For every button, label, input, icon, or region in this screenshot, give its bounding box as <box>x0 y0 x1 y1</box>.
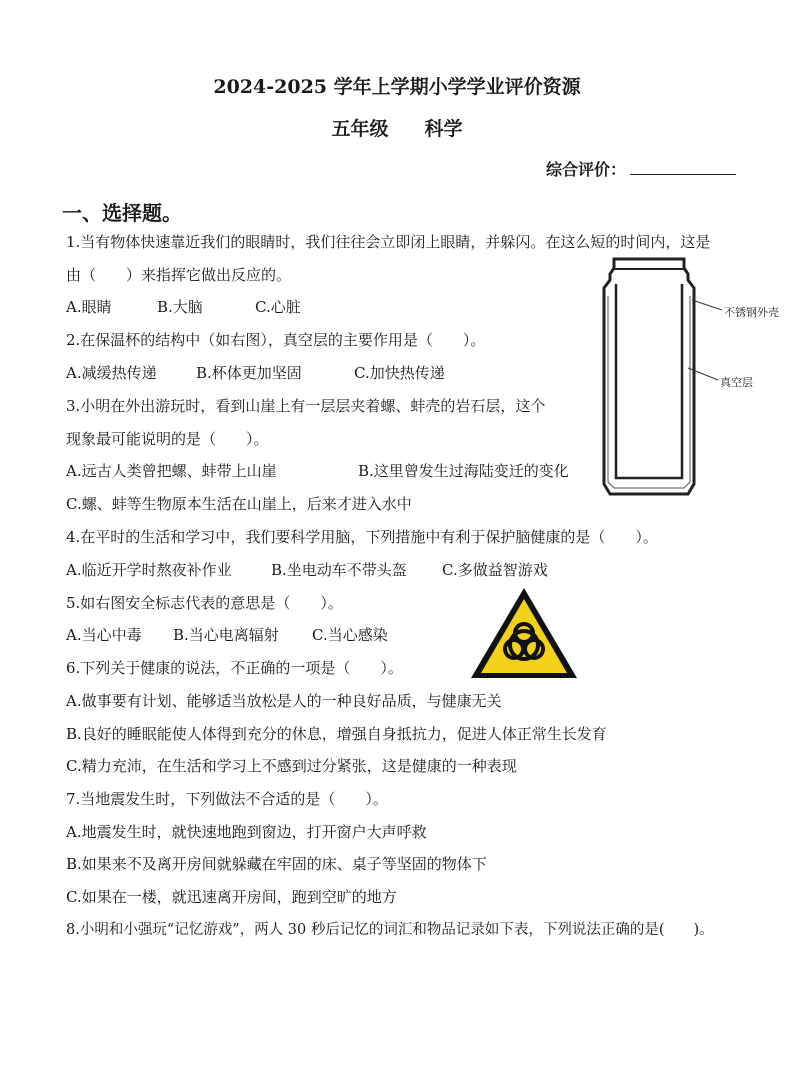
subject-label: 科学 <box>424 118 463 140</box>
option-c: C.加快热传递 <box>354 364 445 382</box>
option-a: A.减缓热传递 <box>66 364 157 382</box>
option-c: C.精力充沛，在生活和学习上不感到过分紧张，这是健康的一种表现 <box>66 757 517 775</box>
option-c: C.螺、蚌等生物原本生活在山崖上，后来才进入水中 <box>66 495 412 513</box>
option-b: B.当心电离辐射 <box>173 626 279 644</box>
option-a: A.临近开学时熬夜补作业 <box>66 561 232 579</box>
score-field <box>546 157 736 180</box>
option-a: A.眼睛 <box>66 298 112 316</box>
question-3-line-1: 3.小明在外出游玩时，看到山崖上有一层层夹着螺、蚌壳的岩石层，这个 <box>66 397 546 415</box>
option-a: A.当心中毒 <box>66 626 142 644</box>
question-1-line-1: 1.当有物体快速靠近我们的眼睛时，我们往往会立即闭上眼睛，并躲闪。在这么短的时间内，这是 <box>66 233 711 251</box>
outer-label-leader <box>692 300 722 310</box>
outer-shell-shape <box>604 259 694 494</box>
inner-wall-shape <box>616 284 682 478</box>
question-3-options-row-1 <box>66 461 569 481</box>
option-c: C.如果在一楼，就迅速离开房间，跑到空旷的地方 <box>66 888 397 906</box>
vacuum-layer-shape <box>608 296 690 488</box>
option-b: B.如果来不及离开房间就躲藏在牢固的床、桌子等坚固的物体下 <box>66 855 487 873</box>
option-b: B.杯体更加坚固 <box>196 364 302 382</box>
option-c: C.多做益智游戏 <box>442 561 548 579</box>
question-5-stem: 5.如右图安全标志代表的意思是（ ）。 <box>66 594 343 612</box>
score-blank <box>630 160 736 175</box>
option-b: B.良好的睡眠能使人体得到充分的休息，增强自身抵抗力，促进人体正常生长发育 <box>66 725 607 743</box>
question-4-options <box>66 560 548 580</box>
option-a: A.地震发生时，就快速地跑到窗边，打开窗户大声呼救 <box>66 823 427 841</box>
option-a: A.做事要有计划、能够适当放松是人的一种良好品质，与健康无关 <box>66 692 502 710</box>
question-2-stem: 2.在保温杯的结构中（如右图），真空层的主要作用是（ ）。 <box>66 331 486 349</box>
thermos-vacuum-label: 真空层 <box>720 376 753 389</box>
question-1-line-2: 由（ ）来指挥它做出反应的。 <box>66 266 292 284</box>
option-b: B.大脑 <box>157 298 203 316</box>
question-2-options <box>66 363 445 383</box>
section-title: 一、选择题。 <box>62 201 182 225</box>
option-b: B.这里曾发生过海陆变迁的变化 <box>358 462 569 480</box>
page-title: 2024-2025 学年上学期小学学业评价资源 <box>213 76 581 98</box>
option-c: C.当心感染 <box>312 626 388 644</box>
question-1-options <box>66 297 301 317</box>
biohazard-center <box>521 640 527 646</box>
option-b: B.坐电动车不带头盔 <box>271 561 407 579</box>
thermos-outer-label: 不锈钢外壳 <box>724 306 779 319</box>
question-4-stem: 4.在平时的生活和学习中，我们要科学用脑，下列措施中有利于保护脑健康的是（ ）。 <box>66 528 658 546</box>
question-7-stem: 7.当地震发生时，下列做法不合适的是（ ）。 <box>66 790 388 808</box>
score-label: 综合评价： <box>546 160 627 179</box>
question-3-line-2: 现象最可能说明的是（ ）。 <box>66 430 269 448</box>
grade-label: 五年级 <box>331 118 389 140</box>
sign-fill-shape <box>481 599 567 673</box>
question-6-stem: 6.下列关于健康的说法，不正确的一项是（ ）。 <box>66 659 403 677</box>
option-c: C.心脏 <box>255 298 301 316</box>
thermos-diagram <box>596 256 792 498</box>
biohazard-sign-icon <box>468 585 580 681</box>
question-5-options <box>66 625 388 645</box>
page-subtitle <box>0 114 794 141</box>
question-8-stem: 8.小明和小强玩“记忆游戏”，两人 30 秒后记忆的词汇和物品记录如下表，下列说法正确的是( )。 <box>66 922 714 938</box>
option-a: A.远古人类曾把螺、蚌带上山崖 <box>66 462 277 480</box>
